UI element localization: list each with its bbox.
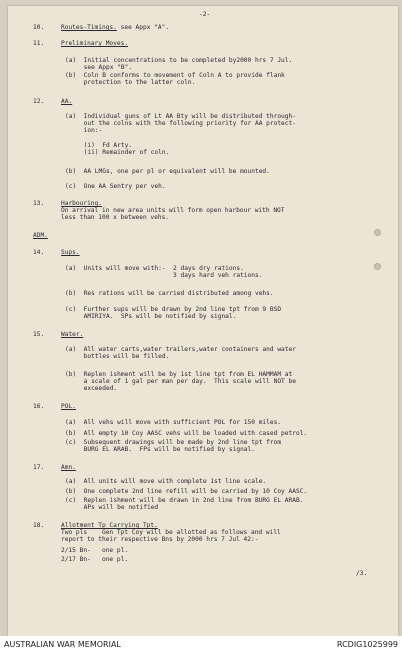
- paragraph-line: a scale of 1 gal per man per day. This scale will NOT be: [65, 378, 296, 385]
- section-heading: Water.: [61, 331, 84, 338]
- paragraph-line: BURG EL ARAB. FPs will be notified by signal.: [65, 446, 255, 453]
- section-number: 12.: [33, 98, 45, 105]
- paragraph-line: (b) Replen ishment will be by 1st line tpt from EL HAMMAM at: [65, 371, 293, 378]
- punch-hole: [374, 229, 381, 236]
- paragraph-line: report to their respective Bns by 2000 hrs 7 Jul 42:-: [61, 536, 259, 543]
- paragraph-line: see Appx "B".: [65, 64, 133, 71]
- paragraph-line: (a) All units will move with complete 1st line scale.: [65, 478, 267, 485]
- paragraph-line: (a) All vehs will move with sufficient POL for 150 miles.: [65, 419, 282, 426]
- paragraph-line: (c) One AA Sentry per veh.: [65, 183, 166, 190]
- document-page: [8, 6, 398, 636]
- punch-hole: [374, 263, 381, 270]
- section-heading: Sups.: [61, 249, 80, 256]
- paragraph-line: AMIRIYA. SPs will be notified by signal.: [65, 313, 237, 320]
- archive-name: AUSTRALIAN WAR MEMORIAL: [4, 640, 121, 649]
- paragraph-line: out the colns with the following priority for AA protect-: [65, 120, 296, 127]
- section-heading: Preliminary Moves.: [61, 40, 129, 47]
- paragraph-line: (a) Initial concentrations to be completed by2000 hrs 7 Jul.: [65, 57, 293, 64]
- continuation-marker: /3.: [356, 570, 368, 577]
- paragraph-line: (b) Res rations will be carried distributed among vehs.: [65, 290, 274, 297]
- paragraph-line: 2/15 Bn- one pl.: [61, 547, 129, 554]
- paragraph-line: ion:-: [65, 127, 103, 134]
- section-number: 10.: [33, 24, 45, 31]
- section-heading: AA.: [61, 98, 73, 105]
- paragraph-line: (ii) Remainder of coln.: [65, 149, 170, 156]
- paragraph-line: Two pls Gen Tpt Coy will be allotted as follows and will: [61, 529, 281, 536]
- section-number: 14.: [33, 249, 45, 256]
- paragraph-line: (b) AA LMGs, one per pl or equivalent will be mounted.: [65, 168, 270, 175]
- paragraph-line: (a) Individual guns of Lt AA Bty will be distributed through-: [65, 113, 296, 120]
- paragraph-line: protection to the latter coln.: [65, 79, 196, 86]
- paragraph-line: APs will be notified: [65, 504, 159, 511]
- section-heading: Harbouring.: [61, 200, 102, 207]
- paragraph-line: (b) One complete 2nd line refill will be carried by 10 Coy AASC.: [65, 488, 308, 495]
- paragraph-line: (c) Subsequent drawings will be made by 2nd line tpt from: [65, 439, 282, 446]
- section-heading: Amn.: [61, 464, 76, 471]
- paragraph-line: (c) Further sups will be drawn by 2nd line tpt from 9 BSD: [65, 306, 282, 313]
- archive-id: RCDIG1025999: [336, 640, 398, 649]
- section-number: 11.: [33, 40, 45, 47]
- paragraph-line: 2/17 Bn- one pl.: [61, 556, 129, 563]
- paragraph-line: bottles will be filled.: [65, 353, 170, 360]
- section-number: 16.: [33, 403, 45, 410]
- paragraph-line: less than 100 x between vehs.: [61, 214, 170, 221]
- section-number: 18.: [33, 522, 45, 529]
- paragraph-line: (a) Units will move with:- 2 days dry rations.: [65, 265, 244, 272]
- section-heading: Routes-Timings. see Appx "A".: [61, 24, 170, 31]
- paragraph-line: (b) All empty 10 Coy AASC vehs will be loaded with cased petrol.: [65, 430, 308, 437]
- paragraph-line: (b) Coln B conforms to movement of Coln A to provide flank: [65, 72, 285, 79]
- archive-footer: [0, 636, 402, 654]
- paragraph-line: (a) All water carts,water trailers,water containers and water: [65, 346, 296, 353]
- paragraph-line: (c) Replen ishment will be drawn in 2nd line from BURG EL ARAB.: [65, 497, 304, 504]
- page-number: -2-: [199, 11, 211, 18]
- section-number: 13.: [33, 200, 45, 207]
- paragraph-line: (i) Fd Arty.: [65, 142, 133, 149]
- section-number: 15.: [33, 331, 45, 338]
- paragraph-line: On arrival in new area units will form open harbour with NOT: [61, 207, 285, 214]
- paragraph-line: 3 days hard veh rations.: [65, 272, 263, 279]
- section-heading: Allotment Tp Carrying Tpt.: [61, 522, 158, 529]
- adm-heading: ADM.: [33, 232, 48, 239]
- section-heading: POL.: [61, 403, 76, 410]
- section-number: 17.: [33, 464, 45, 471]
- paragraph-line: exceeded.: [65, 385, 118, 392]
